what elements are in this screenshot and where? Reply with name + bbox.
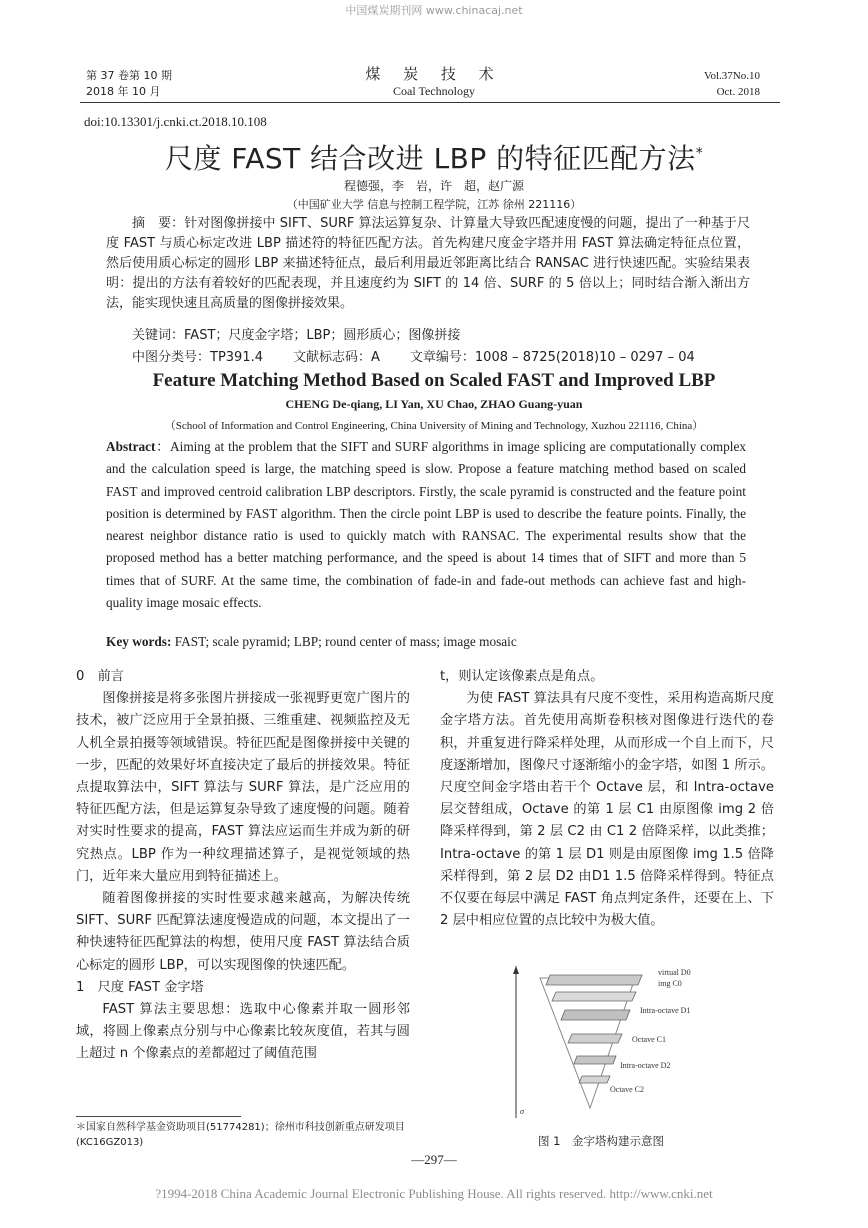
header-journal (334, 63, 534, 99)
layer-d1 (561, 1010, 630, 1020)
section-1-paragraph-1: FAST 算法主要思想：选取中心像素并取一圆形邻域，将圆上像素点分别与中心像素比较灰度值，若其与圆上超过 n 个像素点的差都超过了阈值范围 (76, 1002, 410, 1062)
keywords-cn-text: FAST；尺度金字塔；LBP；圆形质心；图像拼接 (184, 328, 461, 343)
keywords-en-label: Key words: (106, 634, 172, 649)
abstract-cn (106, 214, 750, 314)
label-octave-c1: Octave C1 (632, 1035, 666, 1044)
journal-title-cn: 煤 炭 技 术 (365, 65, 503, 83)
label-intra-octave-d2: Intra-octave D2 (620, 1061, 671, 1070)
right-column (440, 666, 774, 932)
authors: 程德强，李 岩，许 超，赵广源 (343, 179, 524, 193)
section-0-heading: 0 前言 (76, 669, 124, 684)
watermark-text: 中国煤炭期刊网 www.chinacaj.net (345, 4, 523, 17)
label-intra-octave-d1: Intra-octave D1 (640, 1006, 691, 1015)
header-right (704, 68, 760, 100)
abstract-en-label: Abstract (106, 439, 156, 454)
keywords-en-text: FAST; scale pyramid; LBP; round center of mass; image mosaic (171, 634, 517, 649)
label-octave-c2: Octave C2 (610, 1085, 644, 1094)
date-en: Oct. 2018 (716, 86, 760, 98)
footnote: ＊国家自然科学基金资助项目(51774281)；徐州市科技创新重点研发项目(KC16GZ013) (76, 1122, 405, 1148)
header-rule (80, 102, 780, 103)
right-continuation: t，则认定该像素点是角点。 (440, 669, 604, 684)
label-virtual-d0: virtual D0 (658, 968, 691, 977)
abstract-cn-text: 针对图像拼接中 SIFT、SURF 算法运算复杂、计算量大导致匹配速度慢的问题，提出了一种基于尺度 FAST 与质心标定改进 LBP 描述符的特征匹配方法。首先构建尺度金字塔并用 FAST 算法确定特征点位置，然后使用质心标定的圆形 LBP 来描述特征点，最后利用最近邻距离比结合 RANSAC 进行快速匹配。实验结果表明：提出的方法有着较好的匹配表现，并且速度约为 SIFT 的 14 倍、SURF 的 5 倍以上；同时结合渐入渐出方法，能实现快速且高质量的图像拼接效果。 (106, 216, 750, 311)
header-left (86, 68, 172, 100)
figure-caption: 图 1 金字塔构建示意图 (538, 1134, 664, 1148)
pyramid-figure (510, 958, 710, 1128)
affiliation-en: （School of Information and Control Engineering, China University of Mining and Technology, Xuzhou 221116, China） (164, 420, 704, 432)
clc-number: 中图分类号：TP391.4 (132, 350, 263, 365)
section-0-paragraph-2: 随着图像拼接的实时性要求越来越高，为解决传统 SIFT、SURF 匹配算法速度慢造成的问题，本文提出了一种快速特征匹配算法的构想，使用尺度 FAST 算法结合质心标定的圆形 LBP，可以实现图像的快速匹配。 (76, 891, 410, 973)
keywords-cn (132, 326, 460, 346)
layer-d0 (546, 975, 642, 985)
volume-cn: 第 37 卷第 10 期 (86, 69, 172, 82)
page-number: —297— (411, 1152, 457, 1167)
keywords-cn-label: 关键词： (132, 328, 185, 343)
affiliation: （中国矿业大学 信息与控制工程学院，江苏 徐州 221116） (286, 198, 582, 211)
page-title (0, 137, 868, 177)
left-column (76, 666, 410, 1066)
section-1-heading: 1 尺度 FAST 金字塔 (76, 979, 204, 995)
label-img-c0: img C0 (658, 979, 682, 988)
section-0-paragraph-1: 图像拼接是将多张图片拼接成一张视野更宽广图片的技术，被广泛应用于全景拍摄、三维重建、视频监控及无人机全景拍摄等领域错误。特征匹配是图像拼接中关键的一步，匹配的效果好坏直接决定了最后的拼接效果。特征点提取算法中，SIFT 算法与 SURF 算法，是广泛应用的特征匹配方法，但是运算复杂导致了速度慢的问题。随着对实时性要求的提高，FAST 算法应运而生并成为新的研究热点。LBP 作为一种纹理描述算子，是视觉领域的热门，近年来大量应用到特征描述上。 (76, 691, 410, 884)
classification-line (132, 348, 725, 368)
sigma-label: σ (520, 1107, 524, 1116)
layer-c1 (568, 1034, 622, 1043)
volume-en: Vol.37No.10 (703, 70, 760, 82)
abstract-en (106, 436, 746, 614)
keywords-en (106, 634, 517, 650)
layer-c0 (552, 992, 636, 1001)
layer-c2 (579, 1076, 610, 1083)
title-text: 尺度 FAST 结合改进 LBP 的特征匹配方法 (164, 142, 696, 175)
axis-arrow-icon (513, 966, 519, 974)
title-footnote-mark: * (695, 145, 704, 162)
date-cn: 2018 年 10 月 (86, 85, 161, 98)
authors-en: CHENG De-qiang, LI Yan, XU Chao, ZHAO Guang-yuan (285, 397, 583, 411)
doi: doi:10.13301/j.cnki.ct.2018.10.108 (84, 114, 267, 129)
copyright-footer: ?1994-2018 China Academic Journal Electronic Publishing House. All rights reserved. http://www.cnki.net (155, 1186, 713, 1201)
document-code: 文献标志码：A (293, 350, 380, 365)
abstract-cn-label: 摘 要： (132, 216, 185, 231)
layer-d2 (574, 1056, 616, 1064)
title-en: Feature Matching Method Based on Scaled FAST and Improved LBP (152, 370, 716, 391)
footnote-rule (76, 1116, 241, 1117)
abstract-en-text: ：Aiming at the problem that the SIFT and SURF algorithms in image splicing are computationally complex and the calculation speed is large, the matching speed is slow. Propose a feature matching method based on scaled FAST and improved centroid calibration LBP descriptors. Firstly, the scale pyramid is constructed and the feature point position is determined by FAST algorithm. Then the circle point LBP is used to describe the feature points. Finally, the nearest neighbor distance ratio is used to quickly match with RANSAC. The experimental results show that the proposed method has a better matching performance, and the speed is about 14 times that of SIFT and more than 5 times that of SURF. At the same time, the combination of fade-in and fade-out methods can achieve fast and high-quality image mosaic effects. (106, 439, 746, 611)
right-paragraph-1: 为使 FAST 算法具有尺度不变性，采用构造高斯尺度金字塔方法。首先使用高斯卷积核对图像进行迭代的卷积，并重复进行降采样处理，从而形成一个自上而下，尺度逐渐增加，图像尺寸逐渐缩小的金字塔，如图 1 所示。尺度空间金字塔由若干个 Octave 层，和 Intra-octave 层交替组成，Octave 的第 1 层 C1 由原图像 img 2 倍降采样得到，第 2 层 C2 由 C1 2 倍降采样，以此类推；Intra-octave 的第 1 层 D1 则是由原图像 img 1.5 倍降采样得到，第 2 层 D2 由D1 1.5 倍降采样得到。特征点不仅要在每层中满足 FAST 角点判定条件，还要在上、下 2 层中相应位置的点比较中为极大值。 (440, 691, 774, 929)
journal-title-en: Coal Technology (393, 84, 475, 98)
article-number: 文章编号：1008 – 8725(2018)10 – 0297 – 04 (409, 350, 695, 365)
